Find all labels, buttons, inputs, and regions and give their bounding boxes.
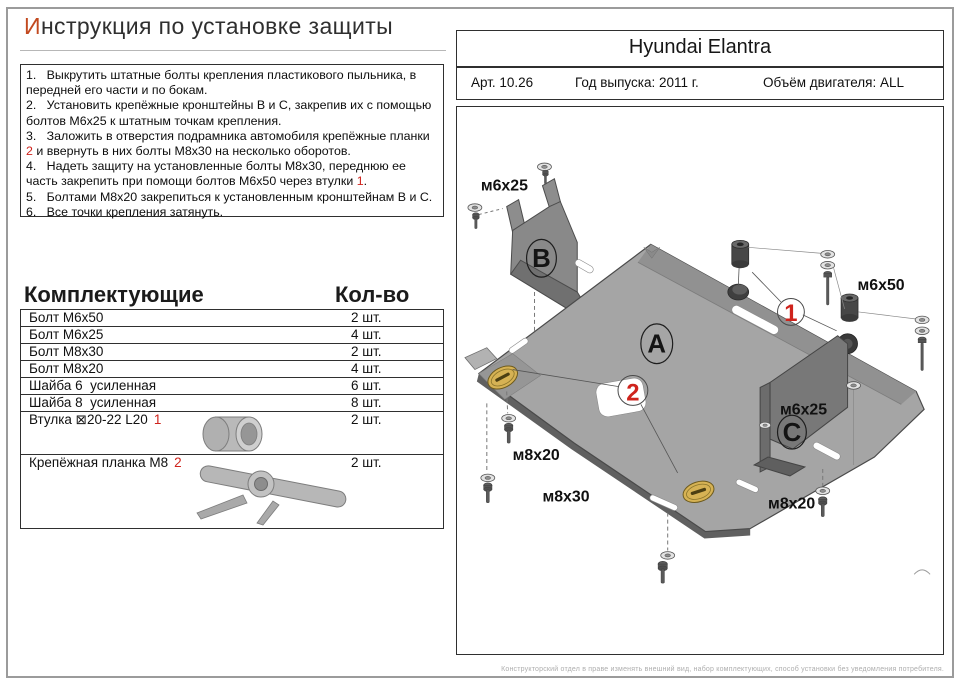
- component-name: Болт М8х20: [29, 361, 104, 376]
- component-name: Крепёжная планка М8 2: [29, 455, 182, 470]
- arc-mark: [914, 570, 930, 574]
- instructions-box: [20, 64, 444, 217]
- page-title: [24, 13, 393, 40]
- fine-print: Конструкторский отдел в праве изменять внешний вид, набор комплектующих, способ установки без уведомления потребителя.: [501, 666, 944, 673]
- component-name: Втулка ⊠20-22 L20 1: [29, 412, 162, 427]
- component-qty: 2 шт.: [351, 344, 382, 359]
- instruction-item: 6. Все точки крепления затянуть.: [26, 204, 224, 219]
- table-row: [21, 378, 443, 395]
- component-qty: 2 шт.: [351, 455, 382, 470]
- component-qty: 2 шт.: [351, 412, 382, 427]
- component-qty: 8 шт.: [351, 395, 382, 410]
- instruction-item: 2. Установить крепёжные кронштейны B и C, закрепив их с помощью болтов М6х25 к штатным точкам крепления.: [26, 98, 432, 128]
- component-qty: 4 шт.: [351, 327, 382, 342]
- table-row: [21, 395, 443, 412]
- components-table: [20, 309, 444, 529]
- label-m6x25-c: м6х25: [780, 401, 828, 419]
- instruction-item: 1. Выкрутить штатные болты крепления пластикового пыльника, в передней его части и по бокам.: [26, 68, 417, 98]
- label-m8x20-right: м8х20: [768, 495, 816, 513]
- bushing-image: [201, 414, 271, 454]
- instruction-item: 5. Болтами М8х20 закрепиться к установленным кронштейнам B и C.: [26, 189, 433, 204]
- product-divider: [457, 66, 943, 68]
- component-qty: 6 шт.: [351, 378, 382, 393]
- components-header: Комплектующие: [24, 282, 204, 307]
- table-row: [21, 361, 443, 378]
- callout-1: 1: [784, 299, 798, 327]
- component-name: Шайба 6 усиленная: [29, 378, 157, 393]
- instruction-item: 3. Заложить в отверстия подрамника автомобиля крепёжные планки 2 и ввернуть в них болты М8х30 на несколько оборотов.: [26, 128, 430, 159]
- label-m6x50: м6х50: [857, 277, 905, 295]
- title-accent-letter: И: [24, 13, 41, 39]
- title-underline: [20, 50, 446, 51]
- product-title: Hyundai Elantra: [628, 36, 772, 58]
- title-rest: нструкция по установке защиты: [40, 13, 394, 39]
- component-name: Шайба 8 усиленная: [29, 395, 157, 410]
- bushing-2: [841, 294, 858, 322]
- instructions-list: [26, 68, 439, 220]
- table-row: [21, 310, 443, 327]
- table-row: [21, 455, 443, 528]
- component-qty: 4 шт.: [351, 361, 382, 376]
- label-m8x20-left: м8х20: [512, 447, 560, 465]
- table-row: [21, 327, 443, 344]
- bushing-1: [732, 240, 749, 268]
- product-engine: Объём двигателя: ALL: [763, 75, 904, 90]
- component-name: Болт М6х25: [29, 327, 104, 342]
- product-year: Год выпуска: 2011 г.: [575, 75, 699, 90]
- label-m6x25-b: м6х25: [480, 177, 528, 195]
- product-header-box: [456, 30, 944, 100]
- product-article: Арт. 10.26: [471, 75, 534, 90]
- part-a-letter: A: [647, 330, 667, 359]
- component-qty: 2 шт.: [351, 310, 382, 325]
- callout-2: 2: [626, 379, 640, 407]
- instruction-item: 4. Надеть защиту на установленные болты М8х30, переднюю ее часть закрепить при помощи болтов М6х50 через втулки 1.: [26, 159, 406, 189]
- component-name: Болт М6х50: [29, 310, 104, 325]
- part-b-letter: B: [532, 245, 551, 274]
- assembly-diagram: [457, 107, 942, 653]
- component-name: Болт М8х30: [29, 344, 104, 359]
- table-row: [21, 344, 443, 361]
- components-qty-header: Кол-во: [335, 282, 410, 307]
- label-m8x30: м8х30: [542, 488, 590, 506]
- part-c-letter: C: [782, 419, 802, 448]
- diagram-box: [456, 106, 944, 655]
- table-row: [21, 412, 443, 455]
- bracket-image: [181, 457, 371, 527]
